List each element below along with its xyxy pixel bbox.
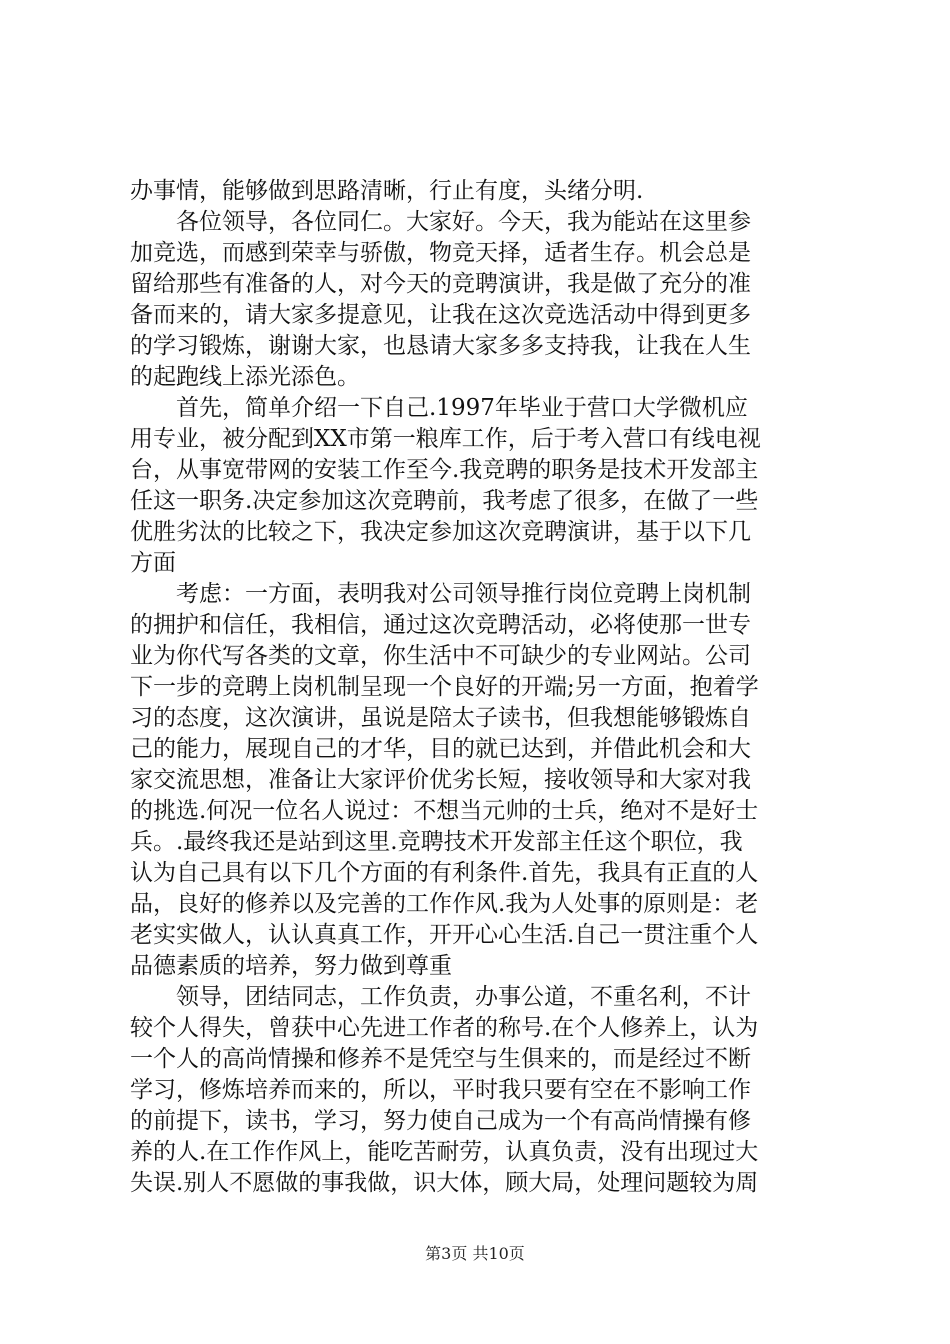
text-line: 优胜劣汰的比较之下，我决定参加这次竞聘演讲，基于以下几 [130, 519, 751, 545]
text-line: 较个人得失，曾获中心先进工作者的称号.在个人修养上，认为 [130, 1015, 759, 1041]
text-line: 台，从事宽带网的安装工作至今.我竞聘的职务是技术开发部主 [130, 457, 759, 483]
text-line: 家交流思想，准备让大家评价优劣长短，接收领导和大家对我 [130, 767, 751, 793]
text-line: 留给那些有准备的人，对今天的竞聘演讲，我是做了充分的准 [130, 271, 751, 297]
text-line: 养的人.在工作作风上，能吃苦耐劳，认真负责，没有出现过大 [130, 1139, 759, 1165]
text-line: 学习，修炼培养而来的，所以，平时我只要有空在不影响工作 [130, 1077, 751, 1103]
text-line: 的前提下，读书，学习，努力使自己成为一个有高尚情操有修 [130, 1108, 751, 1134]
page-number-footer: 第3页 共10页 [425, 1244, 525, 1263]
text-line: 的挑选.何况一位名人说过：不想当元帅的士兵，绝对不是好士 [130, 798, 759, 824]
text-line: 各位领导，各位同仁。大家好。今天，我为能站在这里参 [176, 209, 751, 235]
text-line: 办事情，能够做到思路清晰，行止有度，头绪分明. [130, 178, 644, 204]
text-line: 的拥护和信任，我相信，通过这次竞聘活动，必将使那一世专 [130, 612, 751, 638]
text-line: 加竞选，而感到荣幸与骄傲，物竞天择，适者生存。机会总是 [130, 240, 751, 266]
text-line: 方面 [130, 550, 176, 576]
text-line: 下一步的竞聘上岗机制呈现一个良好的开端;另一方面，抱着学 [130, 674, 759, 700]
text-line: 习的态度，这次演讲，虽说是陪太子读书，但我想能够锻炼自 [130, 705, 751, 731]
text-line: 品德素质的培养，努力做到尊重 [130, 953, 452, 979]
text-line: 备而来的，请大家多提意见，让我在这次竞选活动中得到更多 [130, 302, 751, 328]
text-line: 的学习锻炼，谢谢大家，也恳请大家多多支持我，让我在人生 [130, 333, 751, 359]
text-line: 首先，简单介绍一下自己.1997年毕业于营口大学微机应 [176, 395, 748, 421]
text-line: 任这一职务.决定参加这次竞聘前，我考虑了很多，在做了一些 [130, 488, 759, 514]
text-line: 兵。.最终我还是站到这里.竞聘技术开发部主任这个职位，我 [130, 829, 743, 855]
document-body [130, 176, 820, 1199]
text-line: 己的能力，展现自己的才华，目的就已达到，并借此机会和大 [130, 736, 751, 762]
text-line: 认为自己具有以下几个方面的有利条件.首先，我具有正直的人 [130, 860, 759, 886]
text-line: 考虑：一方面，表明我对公司领导推行岗位竞聘上岗机制 [176, 581, 751, 607]
text-line: 一个人的高尚情操和修养不是凭空与生俱来的，而是经过不断 [130, 1046, 751, 1072]
text-line: 失误.别人不愿做的事我做，识大体，顾大局，处理问题较为周 [130, 1170, 759, 1196]
text-line: 的起跑线上添光添色。 [130, 364, 360, 390]
text-line: 老实实做人，认认真真工作，开开心心生活.自己一贯注重个人 [130, 922, 759, 948]
text-line: 业为你代写各类的文章，你生活中不可缺少的专业网站。公司 [130, 643, 751, 669]
text-line: 用专业，被分配到XX市第一粮库工作，后于考入营口有线电视 [130, 426, 761, 452]
text-line: 领导，团结同志，工作负责，办事公道，不重名利，不计 [176, 984, 751, 1010]
text-line: 品，良好的修养以及完善的工作作风.我为人处事的原则是：老 [130, 891, 759, 917]
